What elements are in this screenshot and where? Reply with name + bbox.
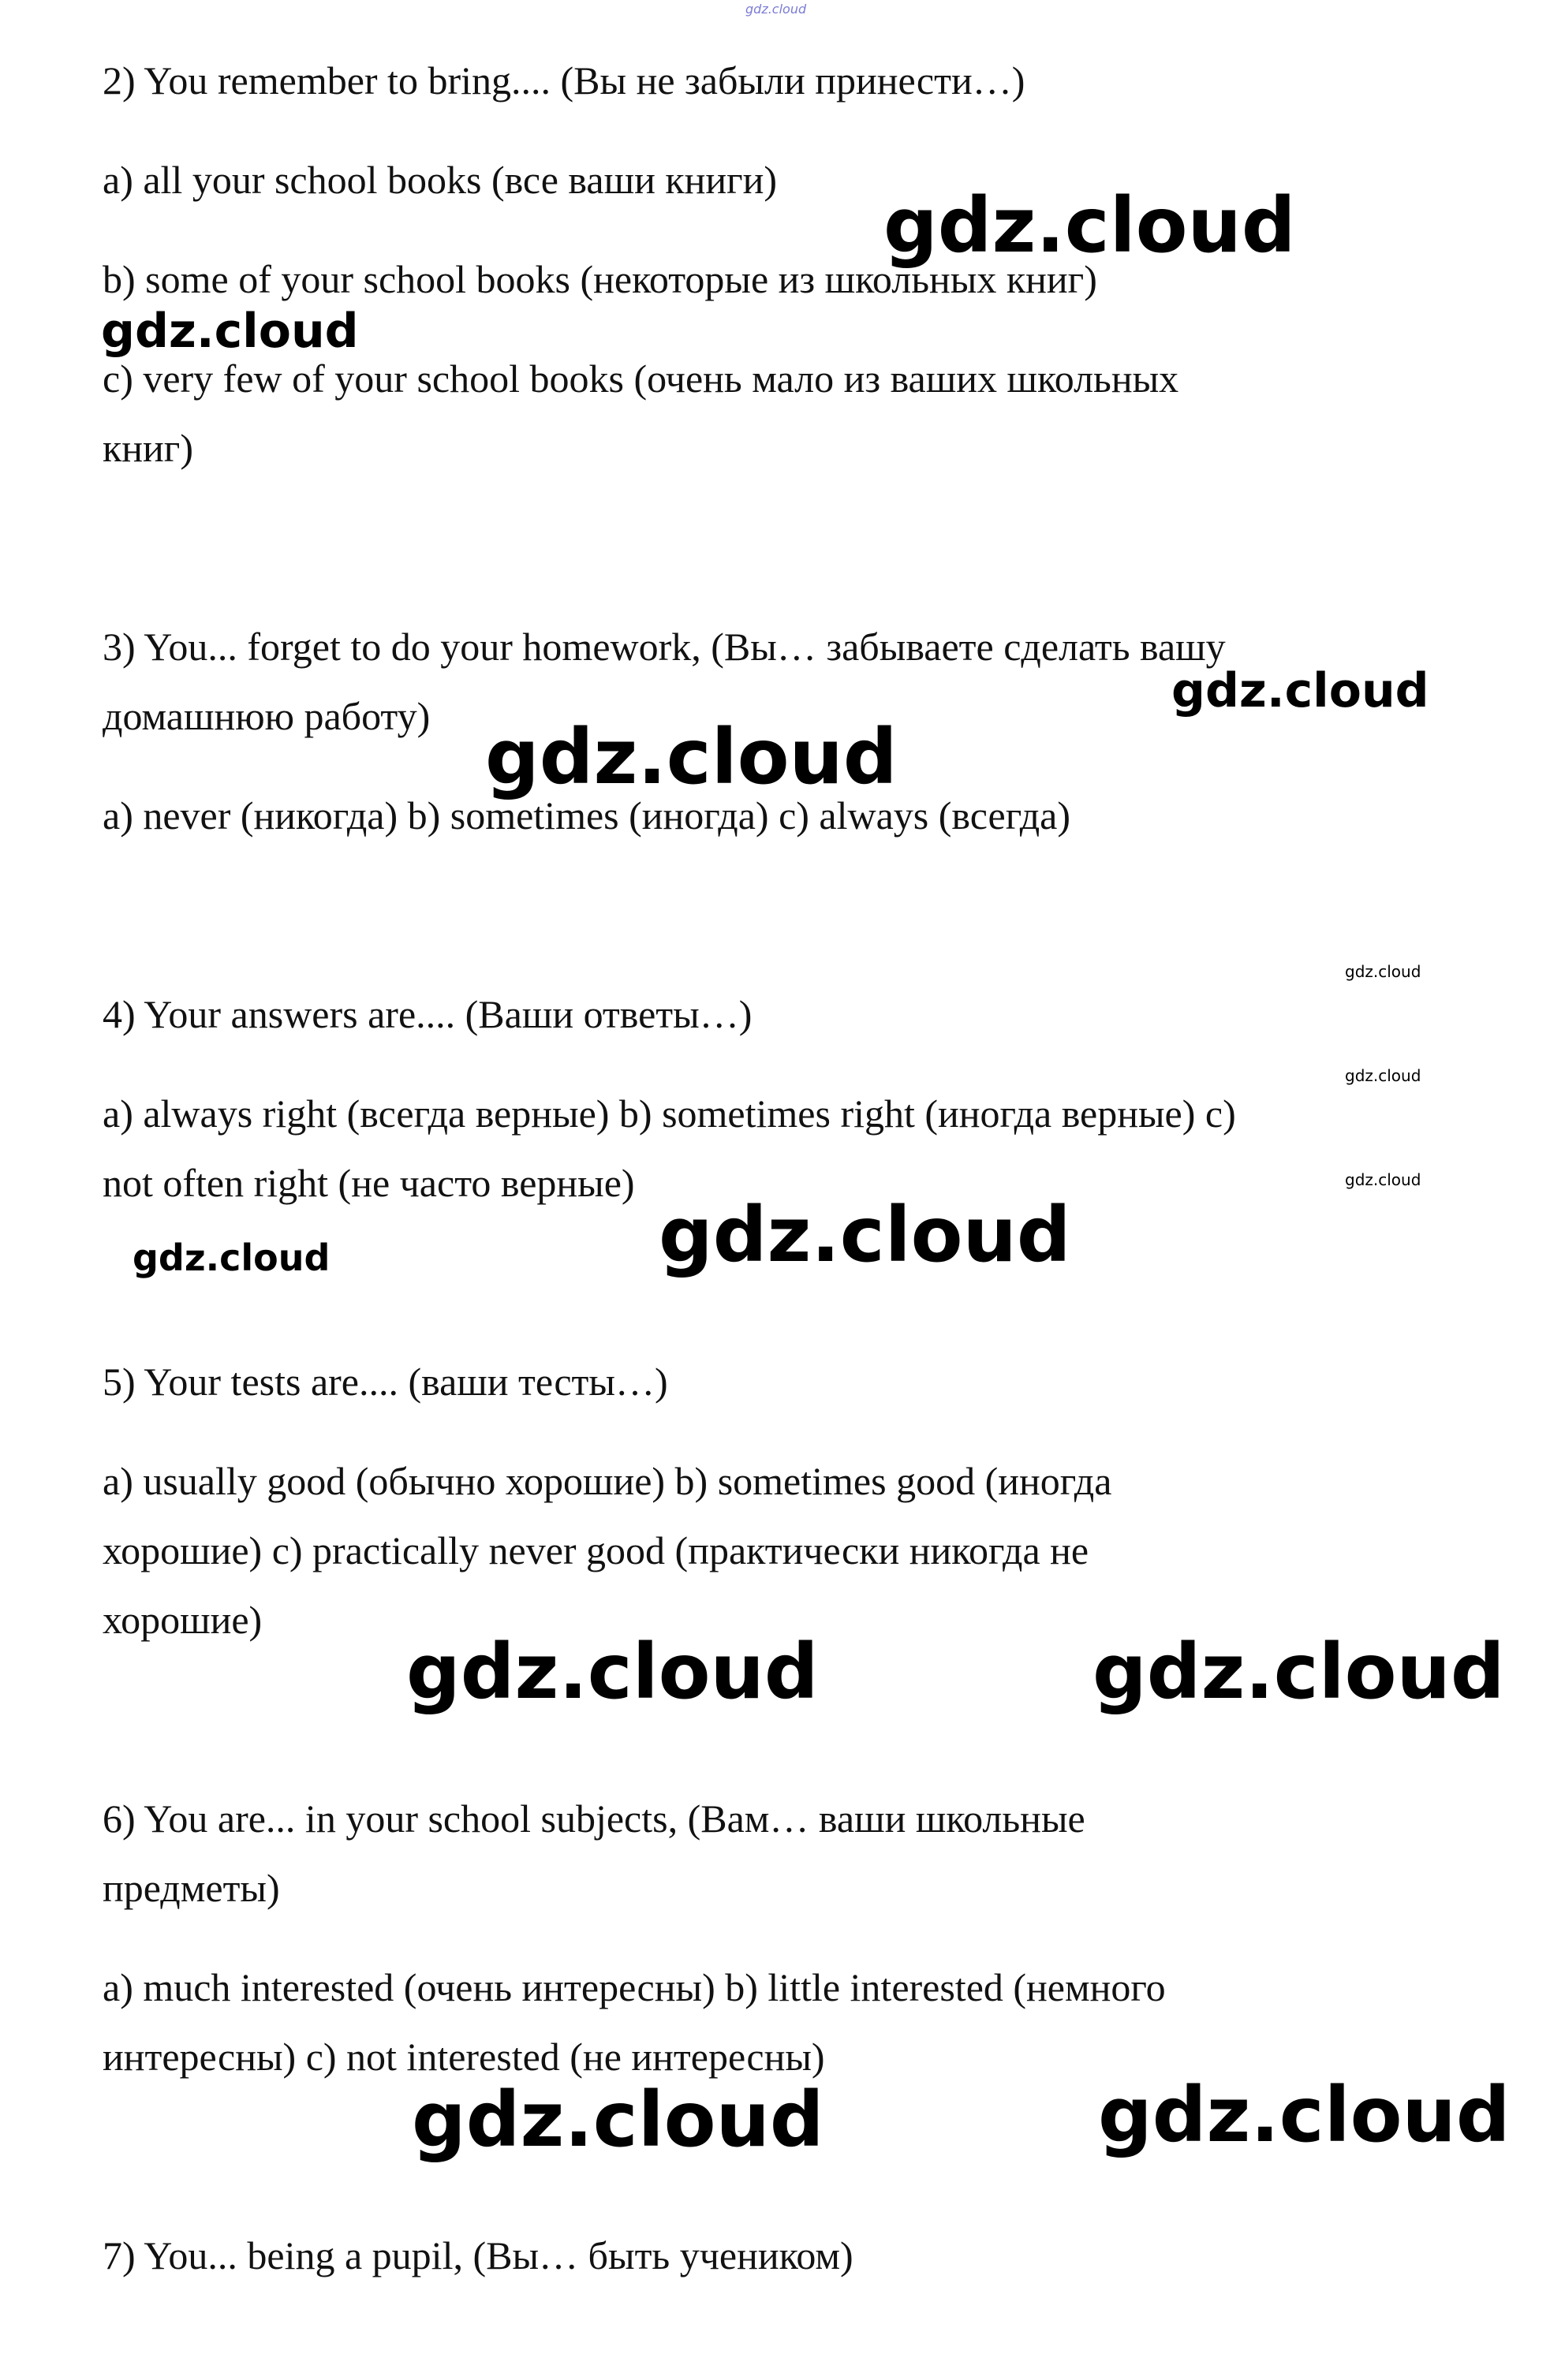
watermark: gdz.cloud <box>1345 1066 1421 1085</box>
watermark: gdz.cloud <box>883 181 1296 270</box>
question-5-options: a) usually good (обычно хорошие) b) sometimes good (иногда <box>103 1459 1112 1503</box>
question-5-prompt: 5) Your tests are.... (ваши тесты…) <box>103 1360 668 1404</box>
question-2-option-c-cont: книг) <box>103 426 193 470</box>
watermark: gdz.cloud <box>133 1237 331 1279</box>
question-6-prompt: 6) You are... in your school subjects, (Вам… ваши школьные <box>103 1796 1085 1841</box>
watermark: gdz.cloud <box>1345 1170 1421 1189</box>
watermark: gdz.cloud <box>485 713 898 801</box>
question-6-options-cont: интересны) c) not interested (не интересны) <box>103 2035 825 2079</box>
watermark: gdz.cloud <box>1098 2071 1511 2159</box>
watermark: gdz.cloud <box>659 1191 1071 1279</box>
watermark: gdz.cloud <box>1171 663 1429 718</box>
question-4-options-cont: not often right (не часто верные) <box>103 1161 635 1205</box>
watermark: gdz.cloud <box>406 1628 819 1716</box>
watermark: gdz.cloud <box>1345 962 1421 981</box>
question-6-options: a) much interested (очень интересны) b) little interested (немного <box>103 1965 1166 2009</box>
watermark: gdz.cloud <box>1092 1628 1505 1716</box>
question-2-prompt: 2) You remember to bring.... (Вы не забыли принести…) <box>103 58 1025 103</box>
question-4-options: a) always right (всегда верные) b) sometimes right (иногда верные) c) <box>103 1091 1236 1136</box>
question-3-prompt: 3) You... forget to do your homework, (Вы… забываете сделать вашу <box>103 625 1226 669</box>
question-2-option-a: a) all your school books (все ваши книги) <box>103 158 778 202</box>
watermark: gdz.cloud <box>412 2076 824 2164</box>
question-3-options: a) never (никогда) b) sometimes (иногда) c) always (всегда) <box>103 793 1071 837</box>
question-4-prompt: 4) Your answers are.... (Ваши ответы…) <box>103 992 753 1036</box>
question-6-prompt-cont: предметы) <box>103 1866 280 1910</box>
question-7-prompt: 7) You... being a pupil, (Вы… быть учеником) <box>103 2233 853 2277</box>
watermark: gdz.cloud <box>101 304 359 359</box>
question-5-options-cont: хорошие) c) practically never good (практически никогда не <box>103 1528 1089 1572</box>
question-2-option-b: b) some of your school books (некоторые из школьных книг) <box>103 257 1097 301</box>
header-watermark: gdz.cloud <box>745 2 807 17</box>
question-2-option-c: c) very few of your school books (очень мало из ваших школьных <box>103 356 1179 401</box>
question-5-options-end: хорошие) <box>103 1598 263 1642</box>
question-3-prompt-cont: домашнюю работу) <box>103 694 431 738</box>
